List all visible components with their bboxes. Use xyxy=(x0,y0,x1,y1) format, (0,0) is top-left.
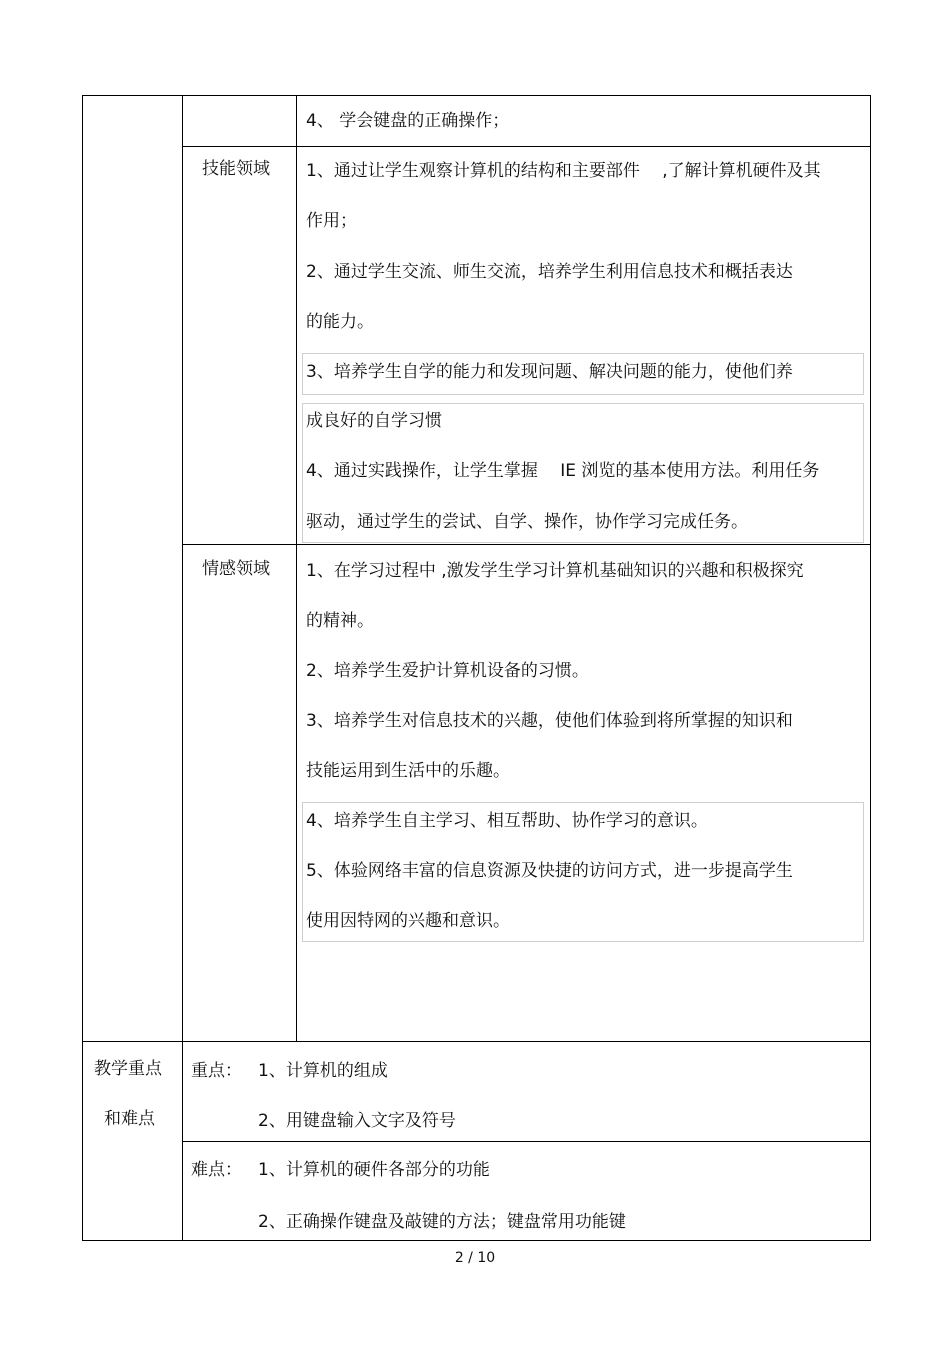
skill-line-8: 驱动，通过学生的尝试、自学、操作，协作学习完成任务。 xyxy=(306,512,748,532)
row-divider-skill xyxy=(182,146,871,147)
skill-line-3: 2、通过学生交流、师生交流，培养学生利用信息技术和概括表达 xyxy=(306,262,793,282)
emotion-line-3: 2、培养学生爱护计算机设备的习惯。 xyxy=(306,661,589,681)
skill-line-5: 3、培养学生自学的能力和发现问题、解决问题的能力，使他们养 xyxy=(306,362,793,382)
skill-line-6: 成良好的自学习惯 xyxy=(306,411,442,431)
row-divider-difficult xyxy=(182,1141,871,1142)
col-divider-1 xyxy=(182,95,183,1241)
emotion-line-5: 技能运用到生活中的乐趣。 xyxy=(306,761,510,781)
skill-line-2: 作用； xyxy=(306,211,357,231)
key-label-line-1: 教学重点 xyxy=(94,1059,162,1079)
important-item-1: 1、计算机的组成 xyxy=(258,1061,388,1081)
knowledge-item-4: 4、 学会键盘的正确操作； xyxy=(306,111,510,131)
table-left-border xyxy=(82,95,83,1241)
skill-line-7: 4、通过实践操作，让学生掌握 IE 浏览的基本使用方法。利用任务 xyxy=(306,461,820,481)
page-number: 2 / 10 xyxy=(454,1250,496,1266)
col-divider-2 xyxy=(296,95,297,1042)
difficult-label: 难点： xyxy=(191,1160,242,1180)
emotion-line-2: 的精神。 xyxy=(306,611,374,631)
skill-line-4: 的能力。 xyxy=(306,312,374,332)
table-right-border xyxy=(870,95,871,1241)
emotion-line-4: 3、培养学生对信息技术的兴趣，使他们体验到将所掌握的知识和 xyxy=(306,711,793,731)
table-top-border xyxy=(82,95,871,96)
important-label: 重点： xyxy=(191,1061,242,1081)
difficult-item-2: 2、正确操作键盘及敲键的方法；键盘常用功能键 xyxy=(258,1212,626,1232)
skill-line-1: 1、通过让学生观察计算机的结构和主要部件 ,了解计算机硬件及其 xyxy=(306,161,821,181)
row-divider-emotion xyxy=(182,544,871,545)
emotion-line-8: 使用因特网的兴趣和意识。 xyxy=(306,911,510,931)
skill-domain-label: 技能领域 xyxy=(202,159,270,179)
row-divider-key xyxy=(82,1041,871,1042)
important-item-2: 2、用键盘输入文字及符号 xyxy=(258,1111,456,1131)
table-bottom-border xyxy=(82,1240,871,1241)
emotion-line-7: 5、体验网络丰富的信息资源及快捷的访问方式，进一步提高学生 xyxy=(306,861,793,881)
emotion-domain-label: 情感领域 xyxy=(202,559,270,579)
emotion-line-1: 1、在学习过程中 ,激发学生学习计算机基础知识的兴趣和积极探究 xyxy=(306,561,804,581)
key-label-line-2: 和难点 xyxy=(104,1109,155,1129)
difficult-item-1: 1、计算机的硬件各部分的功能 xyxy=(258,1160,490,1180)
emotion-line-6: 4、培养学生自主学习、相互帮助、协作学习的意识。 xyxy=(306,811,708,831)
